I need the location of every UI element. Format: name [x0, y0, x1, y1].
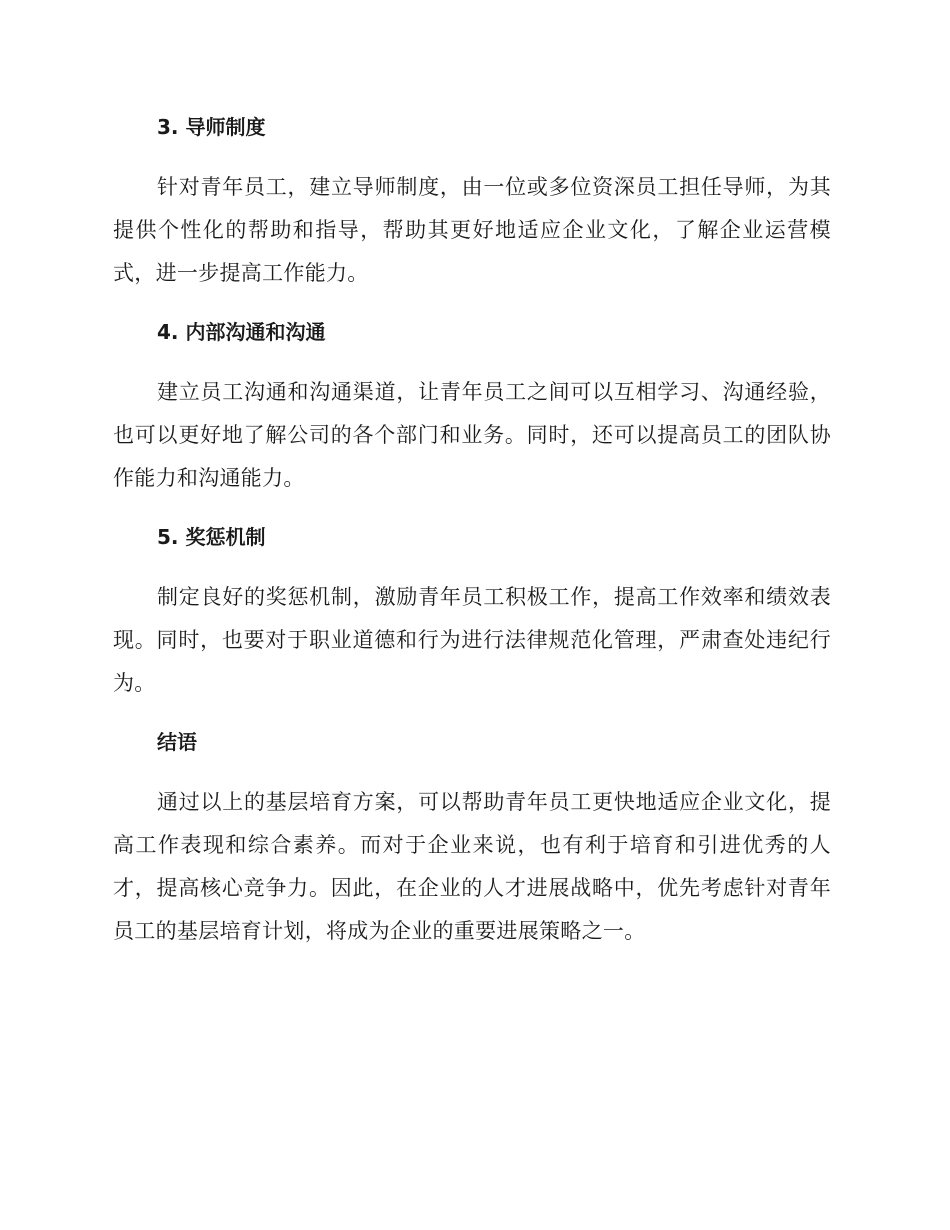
section-heading: 3. 导师制度: [157, 115, 266, 139]
spacer: [113, 295, 831, 317]
section-heading: 5. 奖惩机制: [157, 525, 266, 549]
spacer: [113, 500, 831, 522]
section-mentor-system: [113, 112, 831, 317]
section-conclusion: [113, 727, 831, 953]
section-paragraph: 建立员工沟通和沟通渠道，让青年员工之间可以互相学习、沟通经验，也可以更好地了解公司的各个部门和业务。同时，还可以提高员工的团队协作能力和沟通能力。: [113, 380, 831, 490]
document-page: [113, 112, 831, 953]
section-internal-communication: [113, 317, 831, 522]
section-paragraph: 针对青年员工，建立导师制度，由一位或多位资深员工担任导师，为其提供个性化的帮助和指导，帮助其更好地适应企业文化，了解企业运营模式，进一步提高工作能力。: [113, 175, 831, 285]
section-reward-punishment: [113, 522, 831, 727]
section-heading: 4. 内部沟通和沟通: [157, 320, 326, 344]
section-paragraph: 制定良好的奖惩机制，激励青年员工积极工作，提高工作效率和绩效表现。同时，也要对于职业道德和行为进行法律规范化管理，严肃查处违纪行为。: [113, 585, 831, 695]
spacer: [113, 347, 831, 371]
section-heading: 结语: [157, 730, 197, 754]
section-paragraph: 通过以上的基层培育方案，可以帮助青年员工更快地适应企业文化，提高工作表现和综合素养。而对于企业来说，也有利于培育和引进优秀的人才，提高核心竞争力。因此，在企业的人才进展战略中，优先考虑针对青年员工的基层培育计划，将成为企业的重要进展策略之一。: [113, 790, 831, 943]
spacer: [113, 705, 831, 727]
spacer: [113, 142, 831, 166]
spacer: [113, 552, 831, 576]
spacer: [113, 757, 831, 781]
